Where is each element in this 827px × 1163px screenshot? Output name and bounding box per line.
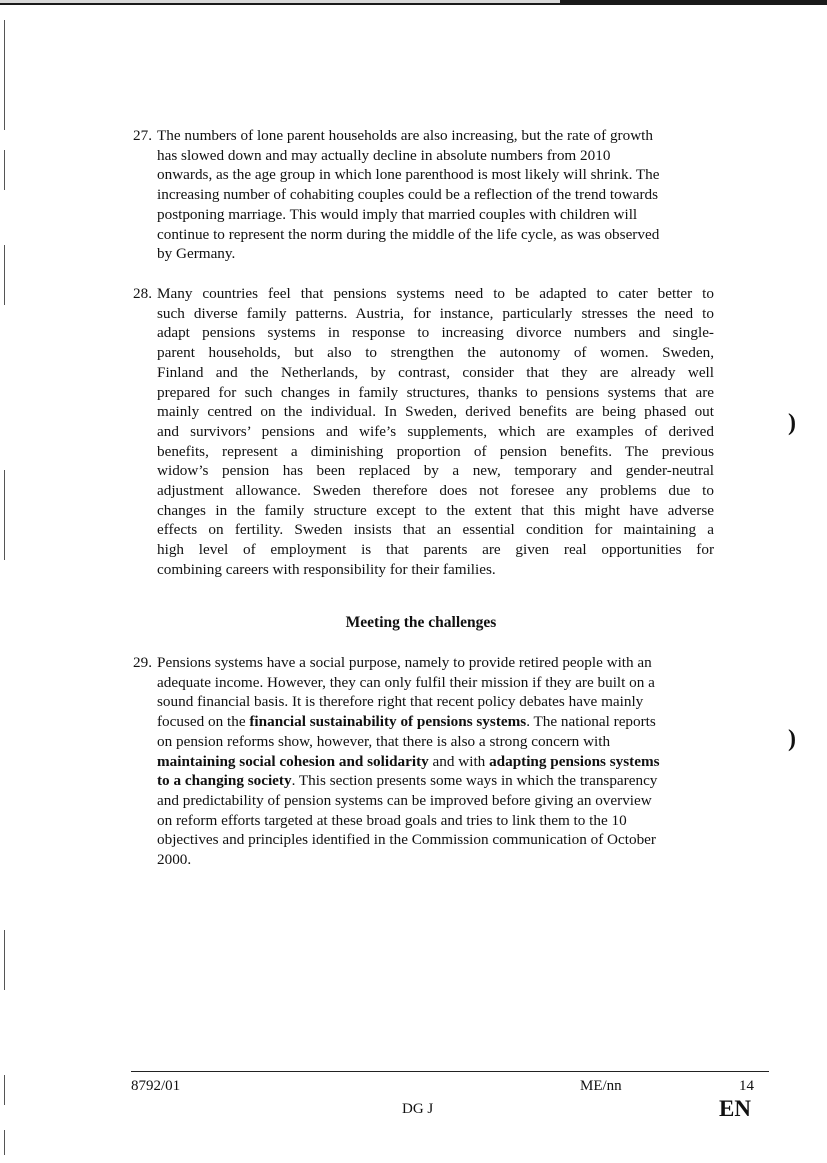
text-line: postponing marriage. This would imply that married couples with children will (157, 205, 638, 223)
left-scan-mark (4, 1075, 5, 1105)
paragraph-28 (133, 284, 714, 580)
text-line: mainly centred on the individual. In Sweden, derived benefits are being phased out (157, 403, 714, 421)
text-line (157, 771, 714, 791)
text-line: benefits, represent a diminishing proportion of pension benefits. The previous (157, 442, 714, 460)
document-number: 8792/01 (131, 1078, 181, 1094)
text-run: . The national reports (526, 713, 656, 731)
text-line: on reform efforts targeted at these broad goals and tries to link them to the 10 (157, 811, 627, 829)
margin-bracket-mark: ) (788, 726, 796, 752)
text-line: 2000. (157, 851, 192, 869)
text-line: The numbers of lone parent households are also increasing, but the rate of growth (157, 127, 653, 144)
text-line: such diverse family patterns. Austria, for instance, particularly stresses the need to (157, 304, 714, 322)
text-line: effects on fertility. Sweden insists that an essential condition for maintaining a (157, 521, 714, 539)
page-number: 14 (739, 1078, 754, 1094)
text-line: on pension reforms show, however, that there is also a strong concern with (157, 732, 611, 750)
paragraph-29 (133, 653, 714, 870)
text-line: continue to represent the norm during the middle of the life cycle, as was observed (157, 225, 660, 243)
paragraph-number: 29. (133, 654, 152, 671)
emphasis-text: to a changing society (157, 772, 292, 790)
text-line: and survivors’ pensions and wife’s supplements, which are examples of derived (157, 422, 714, 440)
emphasis-text: financial sustainability of pensions systems (249, 713, 527, 731)
text-line: prepared for such changes in family structures, thanks to pensions systems that are (157, 383, 714, 401)
text-line (157, 712, 714, 732)
text-line: sound financial basis. It is therefore right that recent policy debates have mainly (157, 693, 644, 711)
left-scan-mark (4, 1130, 5, 1155)
text-line: combining careers with responsibility for their families. (157, 560, 496, 578)
department-code: DG J (402, 1101, 434, 1117)
emphasis-text: adapting pensions systems (489, 752, 660, 770)
margin-bracket-mark: ) (788, 410, 796, 436)
emphasis-text: maintaining social cohesion and solidarity (157, 752, 429, 770)
footer-divider (131, 1071, 769, 1072)
paragraph-27 (133, 126, 714, 264)
text-line: objectives and principles identified in the Commission communication of October (157, 831, 656, 849)
text-line: increasing number of cohabiting couples could be a reflection of the trend towards (157, 186, 659, 204)
section-heading: Meeting the challenges (345, 614, 497, 631)
left-scan-mark (4, 245, 5, 305)
text-line: Finland and the Netherlands, by contrast, consider that they are already well (157, 363, 714, 381)
language-code: EN (719, 1096, 751, 1121)
text-line: changes in the family structure except to the extent that this might have adverse (157, 501, 714, 519)
text-line: widow’s pension has been replaced by a new, temporary and gender-neutral (157, 462, 714, 480)
left-scan-mark (4, 930, 5, 990)
left-scan-mark (4, 20, 5, 130)
text-run: focused on the (157, 713, 250, 731)
text-line: high level of employment is that parents are given real opportunities for (157, 541, 714, 559)
paragraph-number: 27. (133, 127, 152, 144)
text-run: . This section presents some ways in which the transparency (291, 772, 658, 790)
text-line: and predictability of pension systems can be improved before giving an overview (157, 791, 652, 809)
text-line: Many countries feel that pensions systems need to be adapted to cater better to (157, 285, 714, 302)
paragraph-number: 28. (133, 285, 152, 302)
text-line: adjustment allowance. Sweden therefore does not foresee any problems due to (157, 482, 714, 500)
text-line: parent households, but also to strengthen the autonomy of women. Sweden, (157, 344, 714, 362)
text-line: onwards, as the age group in which lone parenthood is most likely will shrink. The (157, 166, 660, 184)
text-line: adequate income. However, they can only fulfil their mission if they are built on a (157, 673, 655, 691)
left-scan-mark (4, 470, 5, 560)
text-line: adapt pensions systems in response to increasing divorce numbers and single- (157, 324, 714, 342)
left-scan-mark (4, 150, 5, 190)
text-run: and with (428, 752, 490, 770)
text-line: by Germany. (157, 245, 236, 263)
text-line: Pensions systems have a social purpose, namely to provide retired people with an (157, 654, 652, 671)
author-initials: ME/nn (580, 1078, 622, 1094)
text-line: has slowed down and may actually decline in absolute numbers from 2010 (157, 146, 611, 164)
top-scan-border-light (0, 0, 560, 3)
text-line (157, 752, 714, 772)
